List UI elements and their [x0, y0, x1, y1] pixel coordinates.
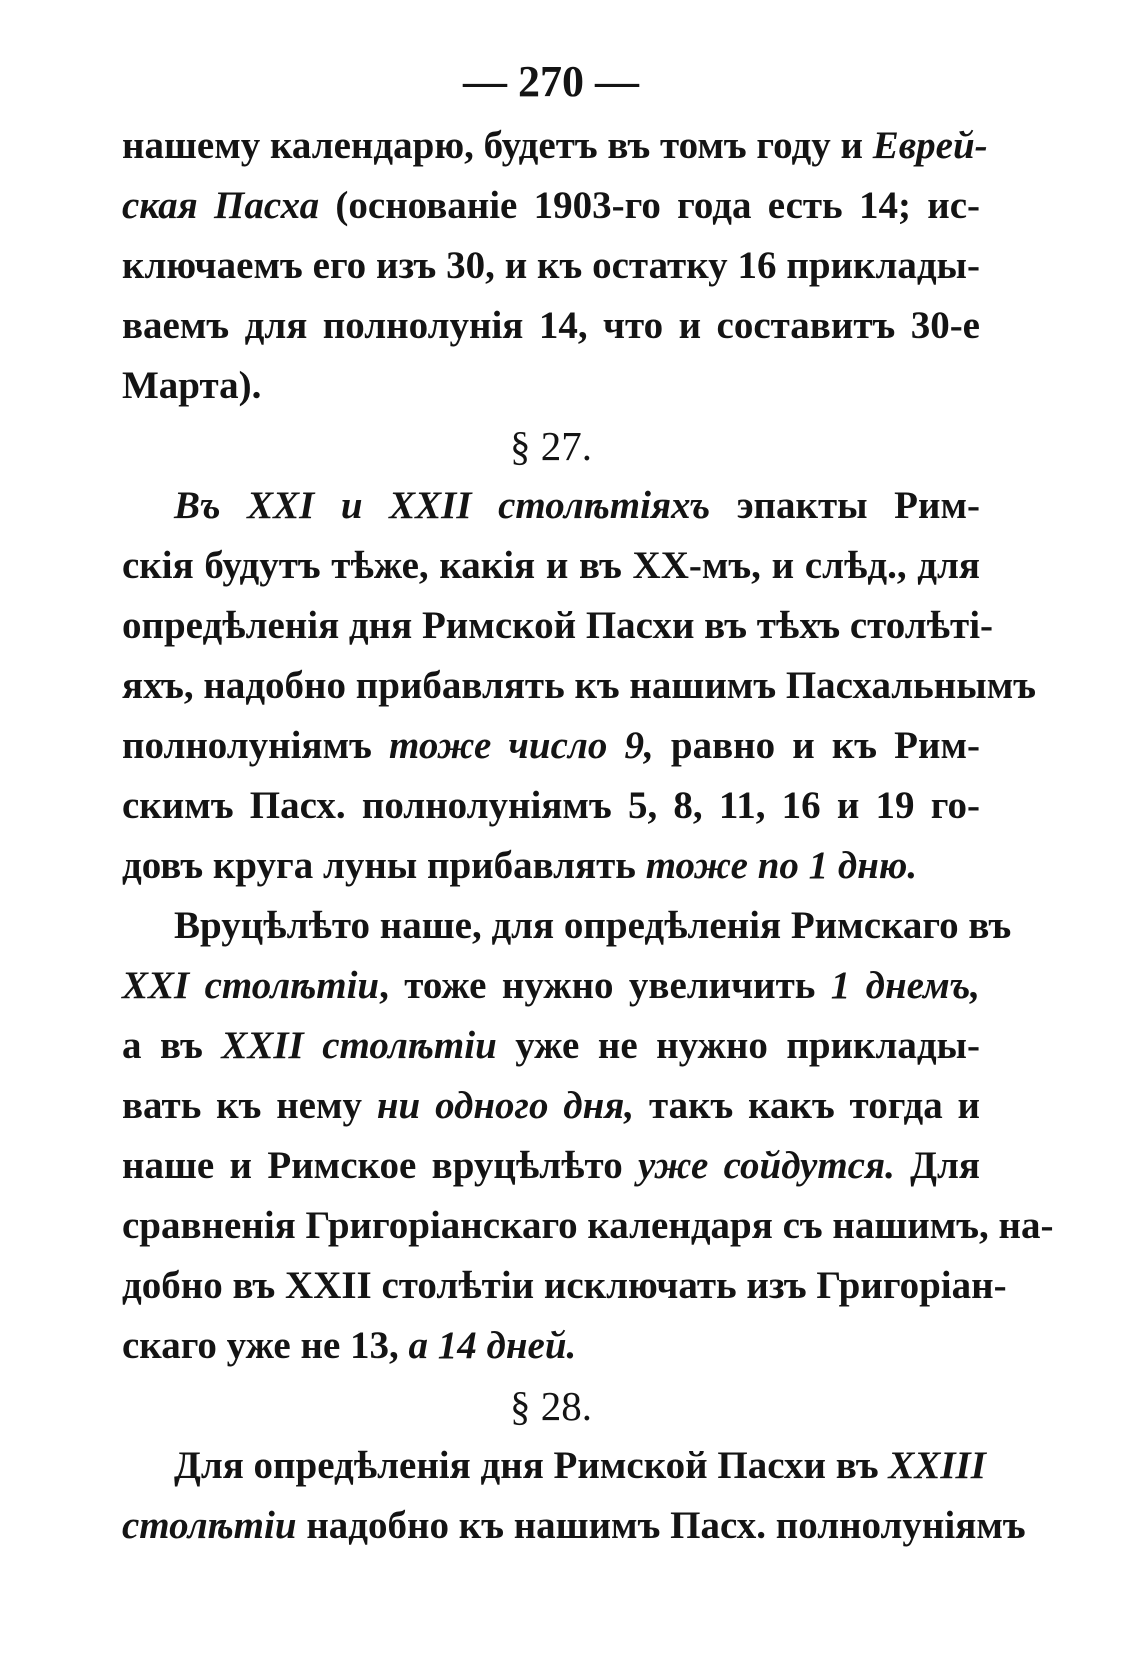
- text-line: [122, 1076, 980, 1136]
- text-run: ключаемъ его изъ 30, и къ остатку 16 приклады-: [122, 244, 980, 287]
- text-run: Для опредѣленія дня Римской Пасхи въ: [174, 1444, 889, 1487]
- section-heading: § 27.: [510, 423, 592, 469]
- text-line: [122, 296, 980, 356]
- text-line: [122, 656, 1037, 716]
- text-line: [122, 1196, 1054, 1256]
- text-run: Марта).: [122, 364, 262, 407]
- text-run: добно въ XXII столѣтіи исключать изъ Григоріан-: [122, 1264, 1007, 1307]
- section-heading: § 28.: [510, 1383, 592, 1429]
- text-run: Для: [894, 1144, 980, 1187]
- text-run: Вруцѣлѣто наше, для опредѣленія Римскаго въ: [174, 904, 1012, 947]
- text-line: [122, 236, 980, 296]
- book-page: [122, 48, 1054, 1556]
- text-line: [122, 1016, 980, 1076]
- page-body: [122, 116, 1054, 1556]
- italic-text: столѣтіи: [122, 1504, 297, 1547]
- italic-text: 1 днемъ,: [830, 964, 980, 1007]
- text-run: опредѣленія дня Римской Пасхи въ тѣхъ столѣті-: [122, 604, 994, 647]
- text-line: [122, 836, 980, 896]
- text-line: [122, 176, 980, 236]
- text-line: [122, 1496, 1026, 1556]
- text-run: эпакты Рим-: [710, 484, 981, 527]
- text-line: [122, 476, 980, 536]
- text-run: надобно къ нашимъ Пасх. полнолуніямъ: [296, 1504, 1026, 1547]
- text-run: а въ: [122, 1024, 222, 1067]
- text-run: ваемъ для полнолунія 14, что и составитъ 30-е: [122, 304, 980, 347]
- text-line: [122, 956, 980, 1016]
- text-run: скаго уже не 13,: [122, 1324, 409, 1367]
- text-line: [122, 1316, 980, 1376]
- text-line: [122, 1136, 980, 1196]
- text-line: [122, 716, 980, 776]
- text-line: [122, 596, 994, 656]
- italic-text: XXIII: [888, 1444, 986, 1487]
- text-line: [122, 116, 988, 176]
- text-run: , тоже нужно увеличить: [379, 964, 831, 1007]
- text-run: яхъ, надобно прибавлять къ нашимъ Пасхальнымъ: [122, 664, 1037, 707]
- italic-text: XXII столѣтіи: [221, 1024, 497, 1067]
- text-run: вать къ нему: [122, 1084, 377, 1127]
- italic-text: тоже число 9,: [389, 724, 654, 767]
- text-line: [122, 896, 1012, 956]
- text-run: сравненія Григоріанскаго календаря съ нашимъ, на-: [122, 1204, 1054, 1247]
- italic-text: ни одного дня,: [376, 1084, 635, 1127]
- text-run: наше и Римское вруцѣлѣто: [122, 1144, 639, 1187]
- text-line: [122, 1256, 1007, 1316]
- italic-text: а 14 дней.: [408, 1324, 577, 1367]
- text-line: [122, 536, 980, 596]
- page-number: — 270 —: [463, 57, 639, 106]
- italic-text: XXI столѣтіи: [122, 964, 380, 1007]
- text-run: скимъ Пасх. полнолуніямъ 5, 8, 11, 16 и 19 го-: [122, 784, 980, 827]
- text-line: [122, 356, 980, 416]
- italic-text: ская Пасха: [122, 184, 320, 227]
- text-run: полнолуніямъ: [122, 724, 390, 767]
- italic-text: тоже по 1 дню.: [645, 844, 918, 887]
- italic-text: Въ XXI и XXII столѣтіяхъ: [174, 484, 711, 527]
- text-run: равно и къ Рим-: [653, 724, 981, 767]
- text-run: уже не нужно приклады-: [496, 1024, 980, 1067]
- text-line: [122, 1436, 986, 1496]
- italic-text: Еврей-: [872, 124, 988, 167]
- text-run: такъ какъ тогда и: [634, 1084, 980, 1127]
- text-run: нашему календарю, будетъ въ томъ году и: [122, 124, 873, 167]
- text-line: [122, 776, 980, 836]
- text-run: скія будутъ тѣже, какія и въ XX-мъ, и слѣд., для: [122, 544, 980, 587]
- text-run: довъ круга луны прибавлять: [122, 844, 646, 887]
- italic-text: уже сойдутся.: [638, 1144, 895, 1187]
- text-run: (основаніе 1903-го года есть 14; ис-: [319, 184, 980, 227]
